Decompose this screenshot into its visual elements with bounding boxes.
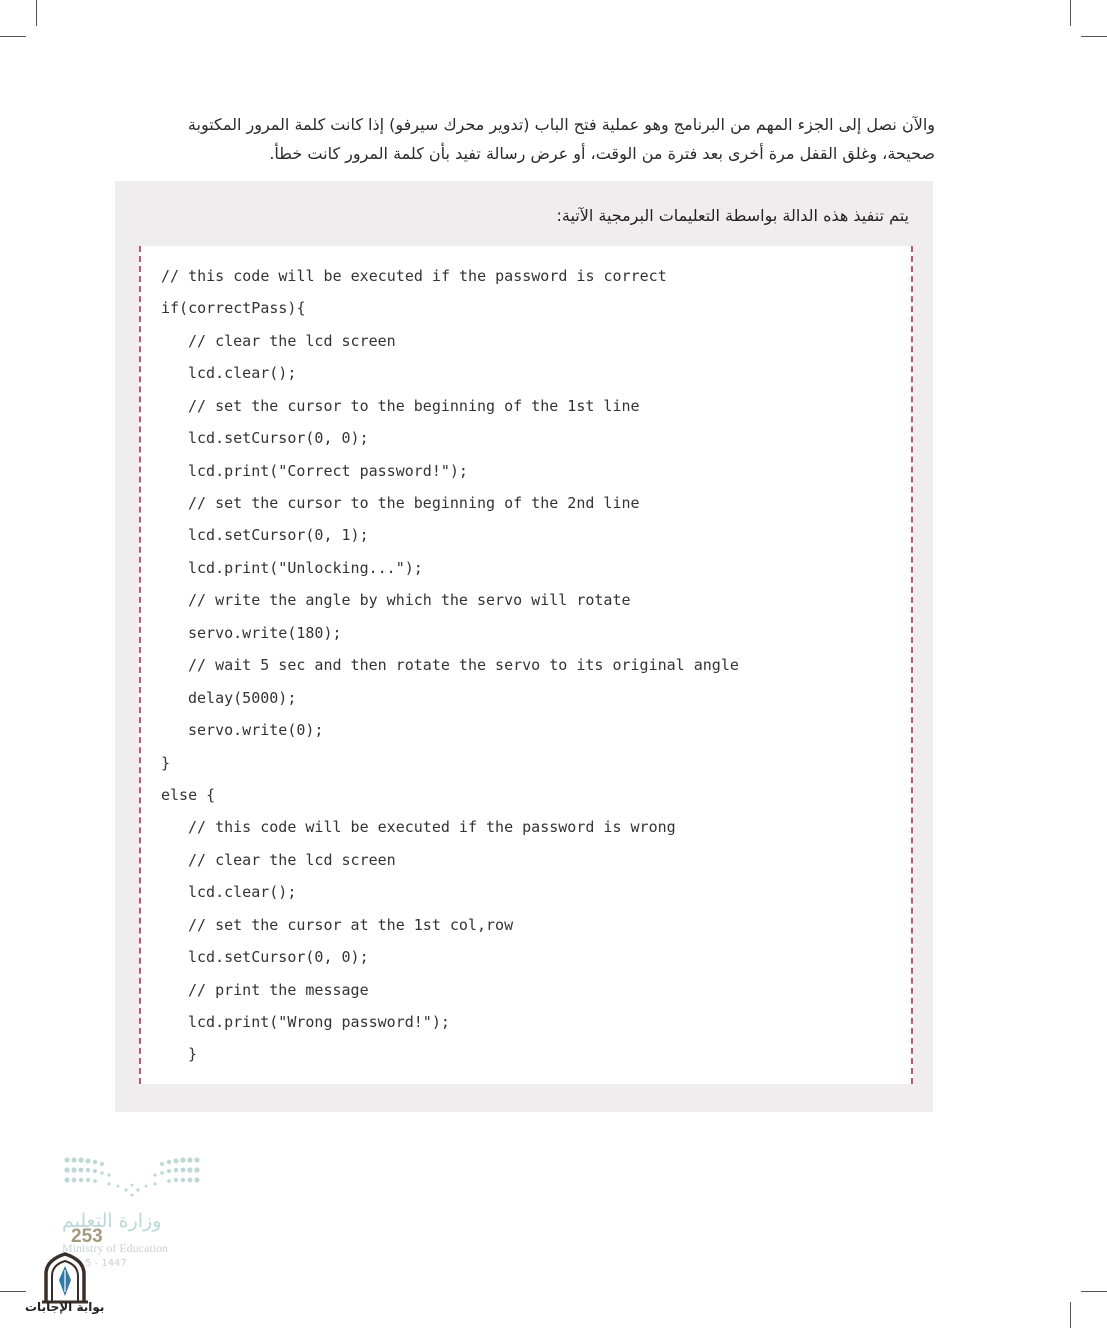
- code-line: // wait 5 sec and then rotate the servo to its original angle: [188, 656, 739, 674]
- page-number: 253: [71, 1226, 103, 1247]
- answers-portal-label: بوابة الإجابات: [25, 1300, 105, 1314]
- code-line: // print the message: [188, 981, 369, 999]
- code-line: servo.write(0);: [188, 721, 324, 739]
- code-panel: [115, 181, 933, 1112]
- crop-mark: [36, 0, 37, 26]
- ministry-logo-icon: [62, 1155, 202, 1205]
- panel-heading: يتم تنفيذ هذه الدالة بواسطة التعليمات البرمجية الآتية:: [556, 206, 909, 225]
- code-line: // set the cursor at the 1st col,row: [188, 916, 514, 934]
- code-box: [139, 246, 913, 1084]
- edition-year: 5 - 1447: [85, 1258, 127, 1269]
- code-line: }: [188, 1045, 198, 1063]
- code-line: // clear the lcd screen: [188, 851, 396, 869]
- intro-line-1: والآن نصل إلى الجزء المهم من البرنامج وهو عملية فتح الباب (تدوير محرك سيرفو) إذا كانت كلمة المرور المكتوبة: [187, 115, 935, 134]
- intro-paragraph: [150, 110, 935, 168]
- ministry-name-arabic: وزارة التعليم: [62, 1210, 162, 1232]
- code-line: lcd.print("Unlocking...");: [188, 559, 423, 577]
- code-line: else {: [161, 786, 216, 804]
- code-line: lcd.setCursor(0, 0);: [188, 429, 369, 447]
- intro-line-2: صحيحة، وغلق القفل مرة أخرى بعد فترة من الوقت، أو عرض رسالة تفيد بأن كلمة المرور كانت خطأ.: [269, 144, 935, 163]
- code-line: // write the angle by which the servo will rotate: [188, 591, 631, 609]
- crop-mark: [1081, 1291, 1107, 1292]
- code-line: // this code will be executed if the password is wrong: [188, 818, 676, 836]
- crop-mark: [0, 36, 26, 37]
- answers-portal-logo-icon: [40, 1252, 90, 1304]
- code-line: if(correctPass){: [161, 299, 306, 317]
- code-line: lcd.clear();: [188, 883, 297, 901]
- code-line: }: [161, 754, 171, 772]
- crop-mark: [0, 1291, 26, 1292]
- code-line: lcd.clear();: [188, 364, 297, 382]
- crop-mark: [1081, 36, 1107, 37]
- code-line: // clear the lcd screen: [188, 332, 396, 350]
- ministry-name-english: Ministry of Education: [62, 1241, 168, 1255]
- code-line: servo.write(180);: [188, 624, 342, 642]
- code-line: delay(5000);: [188, 689, 297, 707]
- crop-mark: [1070, 1302, 1071, 1328]
- code-line: lcd.print("Wrong password!");: [188, 1013, 450, 1031]
- code-line: // set the cursor to the beginning of the 1st line: [188, 397, 640, 415]
- code-line: lcd.print("Correct password!");: [188, 462, 468, 480]
- code-line: lcd.setCursor(0, 1);: [188, 526, 369, 544]
- code-line: lcd.setCursor(0, 0);: [188, 948, 369, 966]
- code-line: // set the cursor to the beginning of the 2nd line: [188, 494, 640, 512]
- code-line: // this code will be executed if the password is correct: [161, 267, 667, 285]
- crop-mark: [1070, 0, 1071, 26]
